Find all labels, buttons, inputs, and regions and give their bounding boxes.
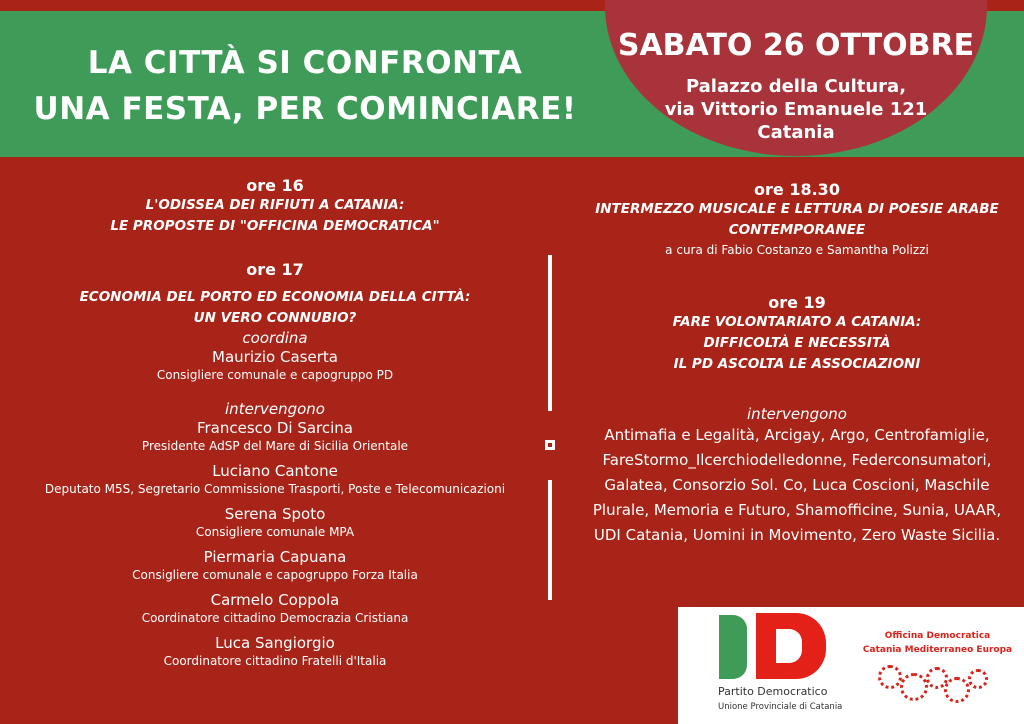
coordinator-desc: Consigliere comunale e capogruppo PD xyxy=(156,368,394,382)
speaker-name: Serena Spoto xyxy=(224,505,326,523)
speaker xyxy=(0,418,550,454)
event-title xyxy=(20,40,590,132)
column-divider-bottom xyxy=(548,480,552,600)
session-topic-line-1: FARE VOLONTARIATO A CATANIA: xyxy=(672,314,922,330)
coordinator-label: coordina xyxy=(242,329,308,347)
right-session-1 xyxy=(570,180,1024,257)
session-topic-line-1: L'ODISSEA DEI RIFIUTI A CATANIA: xyxy=(145,197,405,213)
speakers-label: intervengono xyxy=(747,405,847,423)
session-topic-line-2: UN VERO CONNUBIO? xyxy=(193,310,357,326)
left-session-2 xyxy=(0,260,550,669)
session-topic-line-3: IL PD ASCOLTA LE ASSOCIAZIONI xyxy=(673,356,921,372)
session-time: ore 19 xyxy=(768,293,826,312)
association-line: FareStormo_Ilcerchiodelledonne, Federconsumatori, xyxy=(602,451,992,469)
speaker xyxy=(0,590,550,626)
association-line: Plurale, Memoria e Futuro, Shamofficine, Sunia, UAAR, xyxy=(592,501,1002,519)
event-venue xyxy=(605,75,987,144)
od-logo-name xyxy=(860,629,1015,657)
title-line-1: LA CITTÀ SI CONFRONTA xyxy=(87,45,523,81)
speaker-name: Francesco Di Sarcina xyxy=(196,419,354,437)
session-topic-line-1: ECONOMIA DEL PORTO ED ECONOMIA DELLA CITTÀ: xyxy=(79,289,471,305)
session-topic-line-2: DIFFICOLTÀ E NECESSITÀ xyxy=(703,335,891,351)
gear-icon xyxy=(900,673,928,701)
session-time: ore 18.30 xyxy=(754,180,840,199)
speakers-label: intervengono xyxy=(225,400,325,418)
speaker-name: Luciano Cantone xyxy=(212,462,338,480)
speaker-name: Carmelo Coppola xyxy=(210,591,340,609)
od-logo-line-1: Officina Democratica xyxy=(884,631,991,641)
association-line: Galatea, Consorzio Sol. Co, Luca Coscioni, Maschile xyxy=(604,476,990,494)
pd-logo-name: Partito Democratico xyxy=(718,685,828,698)
column-divider-top xyxy=(548,255,552,411)
speaker-list xyxy=(0,418,550,669)
speaker-desc: Coordinatore cittadino Democrazia Cristiana xyxy=(141,611,409,625)
logo-panel xyxy=(678,607,1024,724)
session-time: ore 16 xyxy=(246,176,304,195)
pd-logo-d-shape xyxy=(756,613,826,679)
venue-line-2: via Vittorio Emanuele 121 xyxy=(664,99,928,120)
speaker xyxy=(0,504,550,540)
gear-icon xyxy=(878,665,902,689)
coordinator-name: Maurizio Caserta xyxy=(212,348,338,366)
right-session-2 xyxy=(570,293,1024,548)
speaker-desc: Deputato M5S, Segretario Commissione Trasporti, Poste e Telecomunicazioni xyxy=(44,482,506,496)
speaker-desc: Presidente AdSP del Mare di Sicilia Orientale xyxy=(141,439,409,453)
speaker-desc: Coordinatore cittadino Fratelli d'Italia xyxy=(163,654,387,668)
od-logo-line-2: Catania Mediterraneo Europa xyxy=(862,645,1013,655)
left-session-1 xyxy=(0,176,550,237)
speaker xyxy=(0,461,550,497)
gear-icon xyxy=(968,669,988,689)
speaker-desc: Consigliere comunale MPA xyxy=(195,525,355,539)
session-topic-line-2: CONTEMPORANEE xyxy=(728,222,866,238)
session-topic-line-1: INTERMEZZO MUSICALE E LETTURA DI POESIE ARABE xyxy=(595,201,999,217)
pd-logo-p-shape xyxy=(719,615,747,679)
speaker xyxy=(0,547,550,583)
session-note: a cura di Fabio Costanzo e Samantha Polizzi xyxy=(665,243,929,257)
speaker xyxy=(0,633,550,669)
speaker-name: Piermaria Capuana xyxy=(203,548,347,566)
speaker-desc: Consigliere comunale e capogruppo Forza Italia xyxy=(132,568,418,582)
pd-logo-d-inner xyxy=(776,629,802,663)
venue-line-1: Palazzo della Cultura, xyxy=(685,76,907,97)
session-time: ore 17 xyxy=(246,260,304,279)
gear-icon xyxy=(944,677,970,703)
association-list xyxy=(570,423,1024,548)
event-date: SABATO 26 OTTOBRE xyxy=(617,28,975,63)
speaker-name: Luca Sangiorgio xyxy=(215,634,335,652)
session-topic-line-2: LE PROPOSTE DI "OFFICINA DEMOCRATICA" xyxy=(110,218,440,234)
venue-line-3: Catania xyxy=(757,122,835,143)
association-line: Antimafia e Legalità, Arcigay, Argo, Centrofamiglie, xyxy=(604,426,990,444)
divider-dot xyxy=(545,440,555,450)
title-line-2: UNA FESTA, PER COMINCIARE! xyxy=(33,91,577,127)
pd-logo-subtitle: Unione Provinciale di Catania xyxy=(718,702,843,712)
association-line: UDI Catania, Uomini in Movimento, Zero Waste Sicilia. xyxy=(593,526,1001,544)
